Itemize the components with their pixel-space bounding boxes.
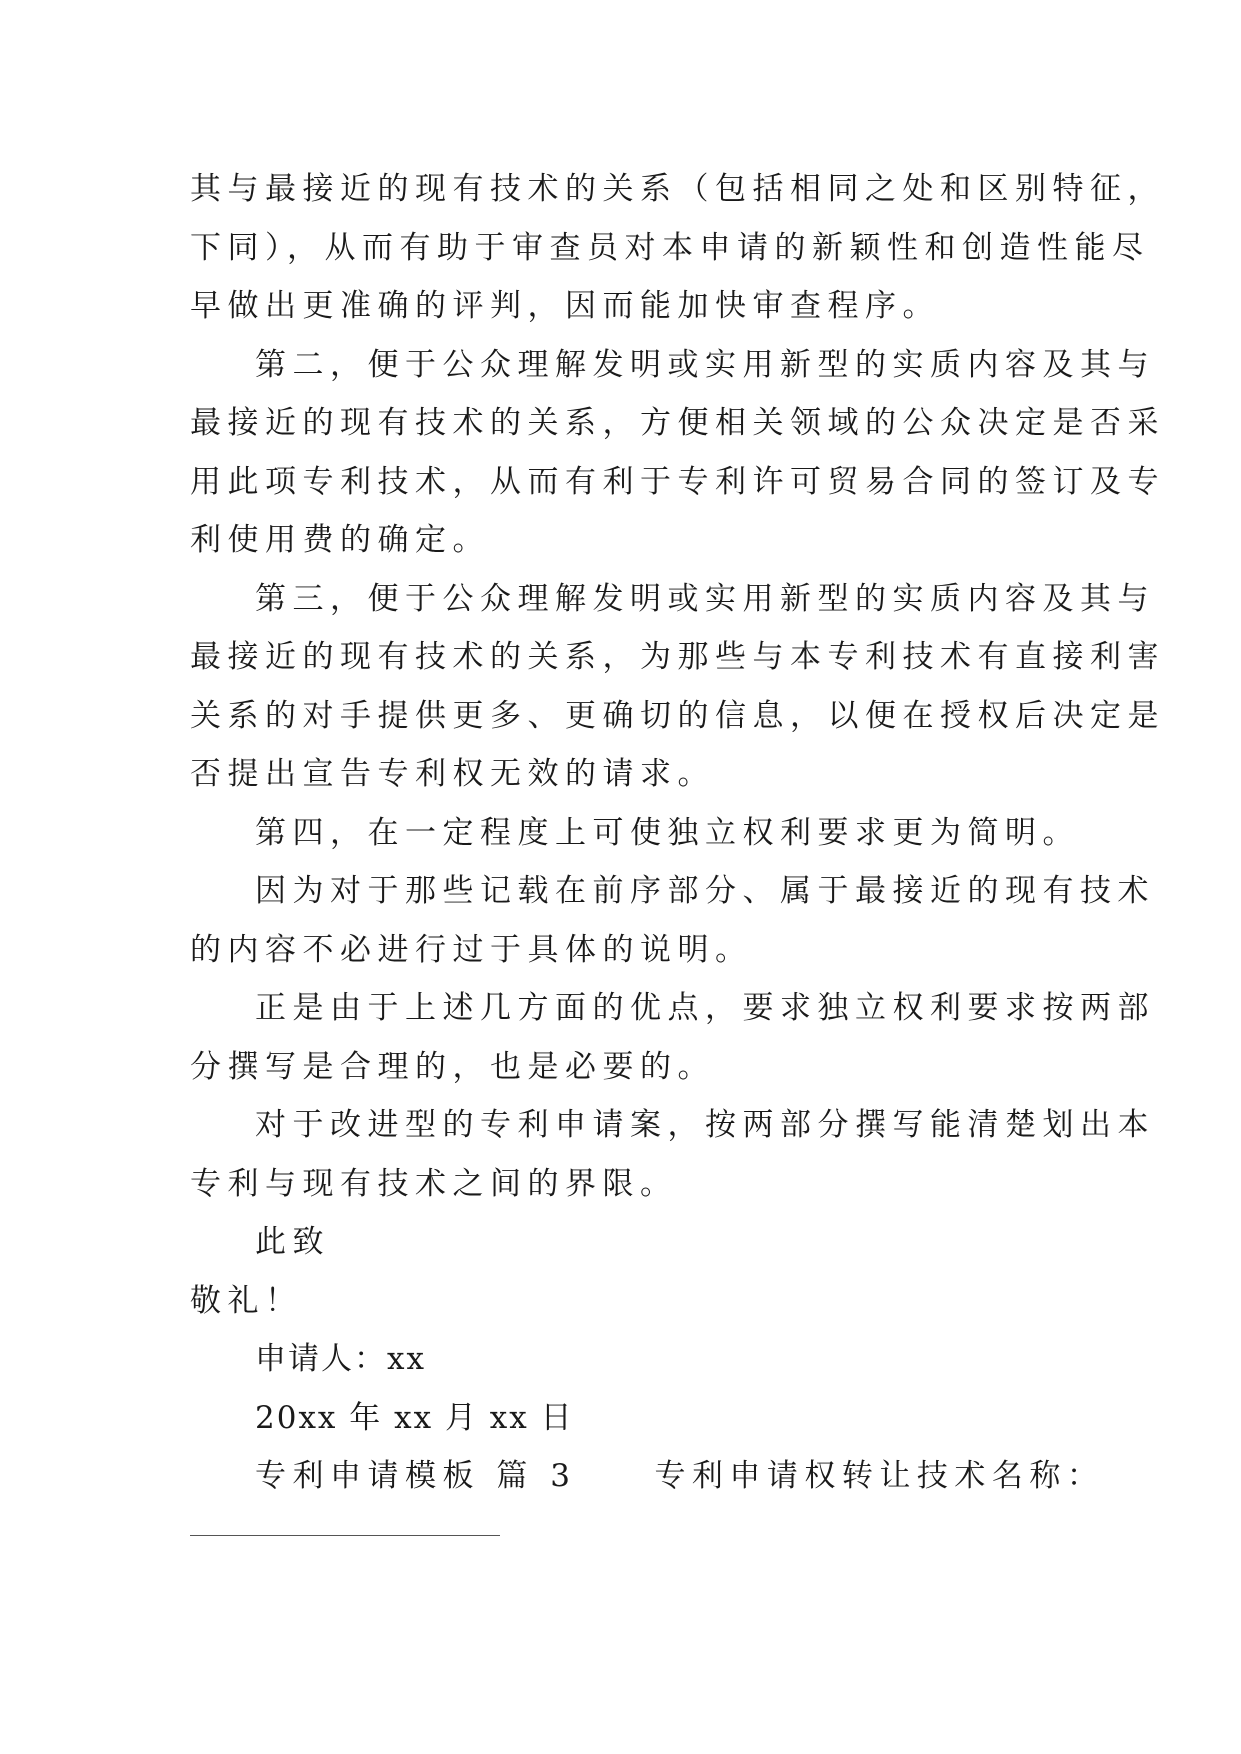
text-line-16: 分撰写是合理的，也是必要的。 xyxy=(190,1048,715,1085)
text-line-14: 的内容不必进行过于具体的说明。 xyxy=(190,931,753,968)
text-line-9: 最接近的现有技术的关系，为那些与本专利技术有直接利害 xyxy=(190,639,1165,675)
document-body xyxy=(190,160,1165,1506)
text-line-3: 早做出更准确的评判，因而能加快审查程序。 xyxy=(190,288,940,324)
paragraph-third-start: 第三，便于公众理解发明或实用新型的实质内容及其与 xyxy=(255,580,1155,617)
closing-salutation: 此致 xyxy=(255,1224,330,1260)
paragraph-second-start: 第二，便于公众理解发明或实用新型的实质内容及其与 xyxy=(255,346,1155,383)
signature-date: 20xx 年 xx 月 xx 日 xyxy=(255,1399,574,1436)
text-line-10: 关系的对手提供更多、更确切的信息，以便在授权后决定是 xyxy=(190,697,1165,734)
paragraph-because-start: 因为对于那些记载在前序部分、属于最接近的现有技术 xyxy=(255,873,1155,909)
text-line-7: 利使用费的确定。 xyxy=(190,522,490,558)
paragraph-fourth: 第四，在一定程度上可使独立权利要求更为简明。 xyxy=(255,814,1080,851)
paragraph-advantages-start: 正是由于上述几方面的优点，要求独立权利要求按两部 xyxy=(255,990,1155,1026)
footnote-separator xyxy=(190,1535,500,1536)
transfer-tech-name-label: 专利申请权转让技术名称： xyxy=(654,1458,1105,1494)
closing-regards: 敬礼！ xyxy=(190,1282,303,1319)
text-line-11: 否提出宣告专利权无效的请求。 xyxy=(190,756,715,792)
text-line-18: 专利与现有技术之间的界限。 xyxy=(190,1165,678,1202)
template-section-heading xyxy=(190,1447,1105,1506)
section-title: 专利申请模板 篇 3 xyxy=(255,1458,577,1494)
text-line-6: 用此项专利技术，从而有利于专利许可贸易合同的签订及专 xyxy=(190,463,1165,500)
text-line-5: 最接近的现有技术的关系，方便相关领域的公众决定是否采 xyxy=(190,405,1165,441)
paragraph-improvement-start: 对于改进型的专利申请案，按两部分撰写能清楚划出本 xyxy=(255,1107,1155,1143)
applicant-signature: 申请人：xx xyxy=(255,1341,426,1377)
text-line-1: 其与最接近的现有技术的关系（包括相同之处和区别特征， xyxy=(190,171,1165,207)
text-line-2: 下同），从而有助于审查员对本申请的新颖性和创造性能尽 xyxy=(190,229,1150,266)
